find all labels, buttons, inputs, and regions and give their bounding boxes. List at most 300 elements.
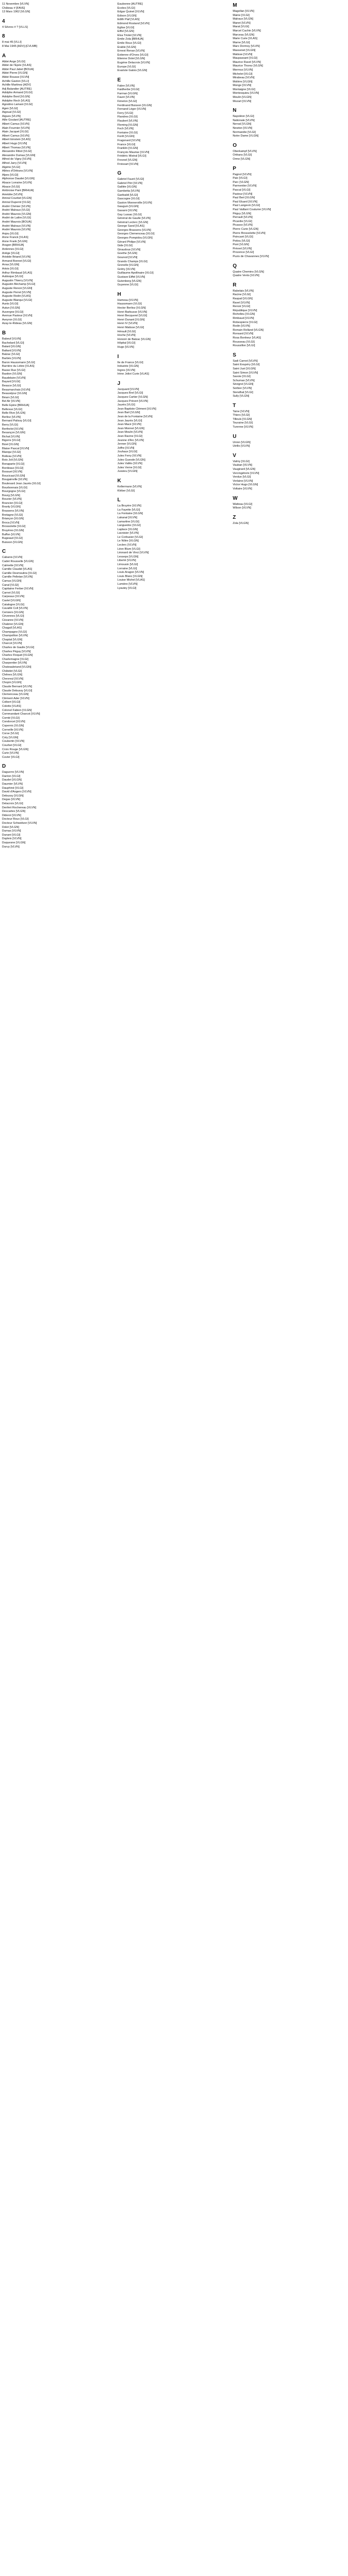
index-entry: Achille Gaston [VLLI] xyxy=(2,79,29,83)
index-entry: Alsace [VLGI] xyxy=(2,185,20,189)
index-entry: Eiffel [VLGN] xyxy=(117,30,134,33)
index-entry: Forêt [VLGN] xyxy=(117,135,135,139)
index-entry: Hôpital [VLGI] xyxy=(117,342,136,345)
section-letter: G xyxy=(117,171,122,177)
index-entry: Bachelard [VLGI] xyxy=(2,341,24,345)
index-entry: Bordeaux [VLGI] xyxy=(2,466,24,470)
index-entry: Dumas [VLVN] xyxy=(2,829,21,833)
index-entry: Alexandre Dumas [VLGN] xyxy=(2,154,36,157)
section-letter: 8 xyxy=(2,33,5,40)
index-entry: Eaubonne [AUTRE] xyxy=(117,3,143,6)
section-letter: B xyxy=(2,330,6,336)
index-entry: Napoléon [VLGI] xyxy=(233,115,254,118)
index-entry: Léon Blum [VLGI] xyxy=(117,547,140,551)
index-entry: Camille Desmoulins [VLGI] xyxy=(2,571,37,575)
index-entry: Bossuet [VLVN] xyxy=(2,470,23,474)
index-entry: Chevreul [VLVN] xyxy=(2,677,24,681)
index-entry: Bougainville [VLVN] xyxy=(2,478,28,482)
index-entry: Savoie [VLGI] xyxy=(233,375,251,379)
index-entry: Edith Piaf [VLAS] xyxy=(117,18,140,22)
index-entry: Limousin [VLGI] xyxy=(117,563,138,567)
index-entry: George Sand [VLAS] xyxy=(117,225,144,228)
index-entry: Anjou [VLGI] xyxy=(2,232,19,235)
index-entry: Agostino Lamani [VLGI] xyxy=(2,103,33,107)
index-entry: Orme [VLGN] xyxy=(233,158,251,161)
index-entry: André Malraux [VLGI] xyxy=(2,209,30,212)
index-entry: Louise Michel [VLAS] xyxy=(117,579,145,582)
index-entry: Bois Joli [VLGN] xyxy=(2,459,23,462)
index-entry: Paul Langevin [VLGI] xyxy=(233,204,260,208)
index-entry: Estienne d'Orves [VLGI] xyxy=(117,53,148,57)
index-entry: Wilson [VLVN] xyxy=(233,506,251,510)
index-entry: Quatre Chemins [VLGN] xyxy=(233,270,264,274)
index-entry: Rabelais [VLVN] xyxy=(233,289,254,293)
index-entry: Alpes [VLGI] xyxy=(2,173,19,177)
index-entry: Thiers [VLGI] xyxy=(233,414,250,417)
index-entry: Allées d'Orléans [VLVN] xyxy=(2,170,33,173)
index-entry: Balzac [VLGI] xyxy=(2,353,20,357)
index-entry: Franklin [VLGN] xyxy=(117,147,138,150)
index-entry: Utrillo [VLVN] xyxy=(233,445,250,448)
index-entry: Goethe [VLGN] xyxy=(117,252,137,256)
index-entry: Albert Camus [VLVN] xyxy=(2,123,29,126)
index-entry: Orléans [VLGI] xyxy=(233,154,252,157)
index-entry: Amiral Duperré [VLGI] xyxy=(2,200,31,204)
index-entry: Gérard Philipe [VLVN] xyxy=(117,240,146,244)
index-entry: André Maurois [BOUA] xyxy=(2,220,31,224)
index-entry: Moulin [VLGN] xyxy=(233,96,252,99)
index-entry: Daudet [VLGN] xyxy=(2,778,22,782)
index-entry: Garibaldi [VLGI] xyxy=(117,193,138,197)
index-entry: Cerisiers [VLGN] xyxy=(2,611,24,614)
index-entry: Roussillon [VLGI] xyxy=(233,344,255,348)
index-entry: Aragon [BRHUA] xyxy=(2,244,24,247)
index-entry: Bugeaud [VLGI] xyxy=(2,537,23,540)
index-entry: Auguste Blanqui [VLGI] xyxy=(2,298,32,302)
index-entry: Romain Rolland [VLGN] xyxy=(233,328,264,332)
index-entry: Edgar Quinet [VLVN] xyxy=(117,10,144,14)
index-entry: Picasso [VLVN] xyxy=(233,224,253,227)
index-entry: Sorbier [VLVN] xyxy=(233,386,252,390)
index-entry: David d'Angers [VLVN] xyxy=(2,790,31,794)
index-entry: Jacquard [VLVN] xyxy=(117,387,139,391)
index-entry: Maupassant [VLGI] xyxy=(233,57,258,60)
index-entry: Abbé Ange [VLGI] xyxy=(2,60,25,63)
index-entry: Emile Zola [BRHUA] xyxy=(117,38,144,41)
index-entry: Alfred de Vigny [VLVN] xyxy=(2,158,31,161)
section-letter: W xyxy=(233,495,238,501)
index-entry: Jaurès [VLGI] xyxy=(117,403,135,407)
index-entry: Henri IV [VLVN] xyxy=(117,322,138,326)
index-entry: Branly [VLGN] xyxy=(2,505,21,509)
index-entry: Bourgogne [VLGI] xyxy=(2,490,25,494)
index-entry: Henri Dunant [VLGN] xyxy=(117,318,145,321)
index-entry: Danton [VLGI] xyxy=(2,774,21,778)
index-entry: Agen [VLGI] xyxy=(2,107,18,110)
index-entry: Azay-le-Rideau [VLGN] xyxy=(2,322,32,326)
index-entry: Calmette [VLVN] xyxy=(2,564,24,567)
index-entry: Bayard [VLGI] xyxy=(2,380,21,384)
index-entry: Faidherbe [VLGI] xyxy=(117,88,140,92)
index-entry: Montaigne [VLGI] xyxy=(233,88,255,91)
index-entry: Turenne [VLVN] xyxy=(233,426,253,429)
section-letter: O xyxy=(233,142,237,148)
index-entry: Jussieu [VLGN] xyxy=(117,470,138,473)
index-entry: Liberté [VLVN] xyxy=(117,559,136,563)
index-entry: Voltaire [VLVN] xyxy=(233,487,252,490)
index-entry: Chênes [VLGN] xyxy=(2,673,23,677)
section-letter: L xyxy=(117,497,121,503)
index-entry: Georges Clemenceau [VLGI] xyxy=(117,232,155,236)
index-entry: Gounod [VLVN] xyxy=(117,256,138,260)
index-entry: Jean Macé [VLVN] xyxy=(117,423,141,427)
index-entry: Montesquieu [VLVN] xyxy=(233,92,259,95)
index-entry: 8 Mai 1945 [ADV]-[CVLMB] xyxy=(2,44,38,48)
index-entry: Gavarni [VLVN] xyxy=(117,209,138,212)
index-entry: Lamartine [VLGI] xyxy=(117,520,139,523)
index-entry: Autun [VLGN] xyxy=(2,306,20,310)
index-entry: Fresnel [VLGN] xyxy=(117,158,138,162)
index-entry: La Fontaine [VLGN] xyxy=(117,512,143,516)
section-letter: 4 xyxy=(2,18,5,24)
index-entry: Chopin [VLGN] xyxy=(2,681,22,685)
index-entry: Marx Dormoy [VLVN] xyxy=(233,45,260,48)
index-entry: Edmond Rostand [VLVN] xyxy=(117,22,150,25)
section-letter: C xyxy=(2,549,6,555)
index-entry: Dauphiné [VLGI] xyxy=(2,786,24,790)
index-entry: André Malraux [VLVN] xyxy=(2,224,31,228)
index-entry: Cavaillé Coll [VLVN] xyxy=(2,607,28,611)
index-entry: Adolphe Rech [VLAS] xyxy=(2,99,30,103)
section-letter: N xyxy=(233,108,237,114)
index-entry: 11 Novembre [VLVN] xyxy=(2,3,29,6)
index-entry: Arthur Rimbaud [VLAS] xyxy=(2,271,32,275)
index-entry: Champagne [VLGI] xyxy=(2,630,27,634)
index-entry: Notre Dame [VLGN] xyxy=(233,134,259,138)
index-entry: Lesseps [VLGN] xyxy=(117,555,139,558)
index-entry: Chabrier [VLGN] xyxy=(2,622,24,626)
index-entry: Vercingétorix [VLVN] xyxy=(233,471,259,475)
section-letter: E xyxy=(117,77,121,83)
index-entry: Carpeaux [VLVN] xyxy=(2,595,25,599)
index-entry: Paul Eluard [VLVN] xyxy=(233,200,258,204)
index-entry: Marcel Cachin [VLVN] xyxy=(233,29,261,32)
index-entry: Barbès [VLVN] xyxy=(2,357,21,360)
index-entry: Mermoz [VLVN] xyxy=(233,68,253,72)
index-entry: Denfert Rochereau [VLVN] xyxy=(2,806,37,809)
index-entry: Daguerre [VLVN] xyxy=(2,771,24,774)
index-entry: Ronsard [VLVN] xyxy=(233,332,254,336)
index-entry: Jean Bart [VLGN] xyxy=(117,411,140,415)
index-entry: Giraudoux [VLVN] xyxy=(117,248,141,251)
index-entry: Parc [VLGN] xyxy=(233,180,249,184)
index-entry: Auguste Perret [VLVN] xyxy=(2,291,31,294)
index-entry: Buisson [VLGN] xyxy=(2,540,23,544)
index-entry: Albert Thomas [VLVN] xyxy=(2,146,31,149)
index-entry: Basse Rue [VLGI] xyxy=(2,368,25,372)
index-entry: Pagnol [VLVN] xyxy=(233,173,252,176)
index-entry: Amiral Courbet [VLGN] xyxy=(2,197,32,200)
index-column xyxy=(233,2,346,2576)
index-entry: Georges Brassens [VLVN] xyxy=(117,228,151,232)
index-entry: Foch [VLVN] xyxy=(117,127,134,131)
index-entry: Sully [VLGN] xyxy=(233,395,250,398)
index-entry: Kellermann [VLVN] xyxy=(117,485,142,488)
index-entry: André Chénier [VLVN] xyxy=(2,205,30,208)
index-entry: Vauban [VLVN] xyxy=(233,464,253,467)
index-entry: Croix Rouge [VLGN] xyxy=(2,748,28,751)
index-entry: Beauséjour [VLGN] xyxy=(2,392,27,396)
index-entry: Fontaine [VLGI] xyxy=(117,131,138,134)
index-entry: Erable [VLGN] xyxy=(117,45,136,49)
index-entry: Jules Ferry [VLVN] xyxy=(117,454,142,457)
index-entry: Saint Exupéry [VLGI] xyxy=(233,363,260,367)
index-entry: Jean Baptiste Clément [VLVN] xyxy=(117,407,156,411)
index-entry: Ingres [VLVN] xyxy=(117,368,136,372)
index-entry: Stendhal [VLGI] xyxy=(233,391,253,394)
index-entry: Coubertin [VLVN] xyxy=(2,740,25,743)
index-entry: Aveyron [VLGI] xyxy=(2,318,22,321)
index-entry: Jouhaux [VLGI] xyxy=(117,450,138,454)
index-entry: Albert Einstein [VLAS] xyxy=(2,138,31,142)
index-entry: Bellevue [VLGI] xyxy=(2,408,22,411)
index-entry: Clemenceau [VLGN] xyxy=(2,693,29,697)
index-column xyxy=(2,2,115,2576)
index-entry: Farman [VLGN] xyxy=(117,92,138,95)
index-entry: 4 Sêvres # ? [VLLS] xyxy=(2,25,28,29)
index-entry: Gaston Monnerville [VLVN] xyxy=(117,201,152,205)
index-entry: Emile Roux [VLGI] xyxy=(117,41,141,45)
index-entry: Charlemagne [VLGI] xyxy=(2,657,28,661)
section-letter: S xyxy=(233,352,237,358)
index-entry: Augustin Béchamp [VLGI] xyxy=(2,283,36,286)
index-entry: Aigoual [VLGI] xyxy=(2,111,21,114)
index-entry: Général de Gaulle [VLVN] xyxy=(117,217,151,221)
index-entry: Gascogne [VLGI] xyxy=(117,197,140,201)
index-entry: Marat [VLGI] xyxy=(233,25,250,29)
index-entry: Flaubert [VLVN] xyxy=(117,120,138,123)
index-entry: Jean de la Fontaine [VLVN] xyxy=(117,415,153,419)
index-entry: Béarn [VLGI] xyxy=(2,396,19,399)
index-entry: Lakanal [VLVN] xyxy=(117,516,138,519)
index-entry: Maurice Thorez [VLGN] xyxy=(233,64,263,68)
index-entry: Bretagne [VLGI] xyxy=(2,513,23,517)
index-entry: Gambetta [VLVN] xyxy=(117,189,140,193)
index-entry: Châtelet [VLGI] xyxy=(2,669,22,673)
index-entry: Corse [VLGI] xyxy=(2,732,19,736)
index-entry: Albert Hugo [VLVN] xyxy=(2,142,27,146)
index-entry: Ferdinand Buisson [VLGN] xyxy=(117,104,152,107)
index-entry: Joffre [VLVN] xyxy=(117,446,135,450)
index-entry: André Maurois [VLVN] xyxy=(2,228,31,232)
index-entry: Elsa Triolet [VLVN] xyxy=(117,33,142,37)
index-entry: Grétry [VLVN] xyxy=(117,267,136,271)
index-entry: Charles Floquet [VLGN] xyxy=(2,654,33,657)
index-entry: Frédéric Mistral [VLGI] xyxy=(117,155,146,158)
index-entry: Massenet [VLGN] xyxy=(233,48,256,52)
index-entry: Georges Pompidou [VLGN] xyxy=(117,236,153,240)
index-entry: La Bruyère [VLVN] xyxy=(117,504,141,508)
index-entry: Duruy [VLVN] xyxy=(2,845,20,849)
section-letter: A xyxy=(2,53,6,59)
section-letter: R xyxy=(233,282,237,288)
index-entry: Champollion [VLVN] xyxy=(2,634,28,638)
index-entry: André Maurois [VLGN] xyxy=(2,212,31,216)
index-entry: Albert Camus [VLVN] xyxy=(2,134,29,138)
index-entry: Verdun [VLGI] xyxy=(233,476,251,479)
index-entry: Gay Lussac [VLGI] xyxy=(117,213,142,216)
index-entry: Matisse [VLVN] xyxy=(233,53,253,56)
index-entry: Ferry [VLGI] xyxy=(117,111,134,115)
index-entry: Dunant [VLGI] xyxy=(2,833,21,837)
index-entry: 13 Mars 1962 [VLGN] xyxy=(2,10,30,14)
section-letter: J xyxy=(117,380,121,386)
section-letter: P xyxy=(233,165,237,172)
index-entry: Berry [VLGI] xyxy=(2,423,18,427)
index-entry: Guillaume Apollinaire [VLGI] xyxy=(117,272,154,275)
index-entry: Taine [VLVN] xyxy=(233,410,250,413)
index-entry: Babeuf [VLVN] xyxy=(2,337,21,341)
index-entry: Copernic [VLGN] xyxy=(2,724,24,727)
index-entry: France [VLGI] xyxy=(117,143,136,146)
index-entry: Achille Martinez [ADV] xyxy=(2,83,31,87)
index-entry: Edison [VLGN] xyxy=(117,14,137,18)
index-entry: Alfred Jarry [VLVN] xyxy=(2,162,27,165)
index-entry: Louis Blanc [VLGN] xyxy=(117,574,143,578)
index-entry: Algérie [VLGI] xyxy=(2,165,20,169)
index-entry: Newton [VLVN] xyxy=(233,127,253,130)
index-entry: Colette [VLAS] xyxy=(2,704,21,708)
index-entry: Parmentier [VLVN] xyxy=(233,184,257,188)
index-entry: Camille Pelletan [VLVN] xyxy=(2,575,33,579)
index-entry: Cabanis [VLVN] xyxy=(2,556,23,560)
index-entry: Canal [VLGI] xyxy=(2,583,19,587)
index-entry: Condorcet [VLVN] xyxy=(2,720,25,724)
index-entry: Commandant Charcot [VLVN] xyxy=(2,713,40,716)
index-entry: Ile de France [VLGI] xyxy=(117,361,143,364)
index-entry: Ravel [VLVN] xyxy=(233,301,250,304)
index-entry: Boileau [VLVN] xyxy=(2,454,22,458)
index-entry: Péguy [VLGN] xyxy=(233,212,252,215)
index-entry: Fleming [VLGN] xyxy=(117,123,138,127)
index-entry: Bourg [VLGN] xyxy=(2,494,20,497)
index-entry: Charles Péguy [VLVN] xyxy=(2,650,31,653)
section-letter: T xyxy=(233,402,236,409)
section-letter: M xyxy=(233,3,237,8)
index-entry: Bizet [VLGN] xyxy=(2,443,19,446)
index-entry: Léonard de Vinci [VLVN] xyxy=(117,551,149,555)
index-entry: Jeanne d'Arc [VLVN] xyxy=(117,438,144,442)
index-entry: Château # [FAVE] xyxy=(2,6,25,10)
index-entry: Cuvier [VLGI] xyxy=(2,755,20,759)
index-entry: Bigorre [VLGI] xyxy=(2,439,21,443)
index-entry: Adj Balandier [AUTRE] xyxy=(2,87,31,91)
index-entry: Clément Ader [VLVN] xyxy=(2,697,29,700)
index-entry: Irène Joliot Curie [VLAS] xyxy=(117,372,149,376)
index-entry: Coty [VLGN] xyxy=(2,736,19,739)
index-entry: Amédée [VLVN] xyxy=(2,193,23,196)
index-entry: Degas [VLVN] xyxy=(2,798,21,802)
index-entry: Paul Bert [VLGN] xyxy=(233,196,255,200)
index-entry: Baltard [VLVN] xyxy=(2,349,21,352)
index-entry: Oberkampf [VLVN] xyxy=(233,149,257,153)
index-entry: Curie [VLVN] xyxy=(2,752,19,755)
index-entry: Berthelot [VLVN] xyxy=(2,427,24,431)
index-entry: Baron Haussmann [VLGI] xyxy=(2,361,35,364)
index-entry: Auguste Renoir [VLGN] xyxy=(2,287,32,290)
index-entry: Marne [VLGI] xyxy=(233,41,250,44)
index-entry: Grenelle [VLGN] xyxy=(117,264,139,267)
index-entry: Industrie [VLGN] xyxy=(117,365,139,368)
index-entry: Belle Epine [BRHUA] xyxy=(2,404,29,408)
index-entry: Courbet [VLGI] xyxy=(2,743,22,747)
index-entry: Comté [VLGI] xyxy=(2,716,20,720)
index-entry: Blaise Pascal [VLVN] xyxy=(2,447,29,450)
index-entry: Blanqui [VLGI] xyxy=(2,451,21,454)
index-entry: Sadi Carnot [VLVN] xyxy=(233,359,258,363)
index-entry: Jacques Prévert [VLVN] xyxy=(117,399,148,403)
index-entry: Pierre Brossolette [VLVN] xyxy=(233,231,266,235)
index-entry: Languedoc [VLGI] xyxy=(117,524,141,528)
index-entry: Beaumarchais [VLVN] xyxy=(2,388,30,392)
index-entry: Jules Verne [VLGI] xyxy=(117,466,142,469)
index-entry: Quatre Vents [VLVN] xyxy=(233,274,259,278)
index-entry: Rimbaud [VLVN] xyxy=(233,317,254,320)
index-entry: Ecoles [VLGI] xyxy=(117,6,135,10)
index-entry: Poincaré [VLGI] xyxy=(233,235,253,239)
index-entry: Daumier [VLVN] xyxy=(2,783,23,786)
index-entry: Perrault [VLVN] xyxy=(233,216,253,219)
index-entry: Belle Rive [VLGN] xyxy=(2,412,26,415)
index-entry: Bouvier [VLVN] xyxy=(2,498,22,501)
index-entry: Rousseau [VLGI] xyxy=(233,340,255,344)
index-entry: Lyautey [VLGI] xyxy=(117,586,137,590)
index-entry: Chateaubriand [VLGN] xyxy=(2,666,31,669)
index-entry: Bastion [VLGN] xyxy=(2,372,22,376)
index-entry: Brancion [VLGI] xyxy=(2,501,23,505)
index-entry: Saint Just [VLGN] xyxy=(233,367,256,370)
index-entry: Nerval [VLGN] xyxy=(233,123,252,126)
index-entry: Gutenberg [VLGN] xyxy=(117,279,142,283)
index-entry: Ernest Renan [VLVN] xyxy=(117,49,145,53)
index-entry: Charpentier [VLVN] xyxy=(2,662,27,665)
index-entry: Adolphe Armand [VLGI] xyxy=(2,91,32,95)
index-entry: Aunis [VLGI] xyxy=(2,302,19,306)
index-entry: Cévennes [VLGI] xyxy=(2,615,24,618)
index-entry: Colbert [VLGI] xyxy=(2,701,21,704)
index-entry: Sévigné [VLGN] xyxy=(233,383,254,386)
index-entry: Rosa Bonheur [VLAS] xyxy=(233,336,261,340)
index-entry: Beauce [VLGI] xyxy=(2,384,21,388)
index-entry: Catalogne [VLGI] xyxy=(2,603,24,606)
index-entry: Touraine [VLGI] xyxy=(233,421,253,425)
index-entry: Debussy [VLGN] xyxy=(2,794,24,798)
index-entry: Cézanne [VLVN] xyxy=(2,618,24,622)
index-entry: Abbé Pierre [VLGN] xyxy=(2,72,28,75)
section-letter: D xyxy=(2,764,6,770)
index-entry: Descartes [VLGN] xyxy=(2,810,26,814)
index-entry: Prévert [VLVN] xyxy=(233,247,252,250)
index-entry: Camus [VLGN] xyxy=(2,579,22,583)
index-entry: Racine [VLGI] xyxy=(233,293,251,297)
index-entry: Robespierre [VLGI] xyxy=(233,320,258,324)
index-entry: Barrière du Lèbre [VLAS] xyxy=(2,365,35,368)
index-entry: Charles de Gaulle [VLGI] xyxy=(2,646,35,650)
index-entry: Jules Vallès [VLVN] xyxy=(117,462,142,466)
index-entry: Henri Barbusse [VLVN] xyxy=(117,310,147,314)
index-entry: Schuman [VLVN] xyxy=(233,379,255,382)
index-entry: Fabre [VLVN] xyxy=(117,84,135,88)
